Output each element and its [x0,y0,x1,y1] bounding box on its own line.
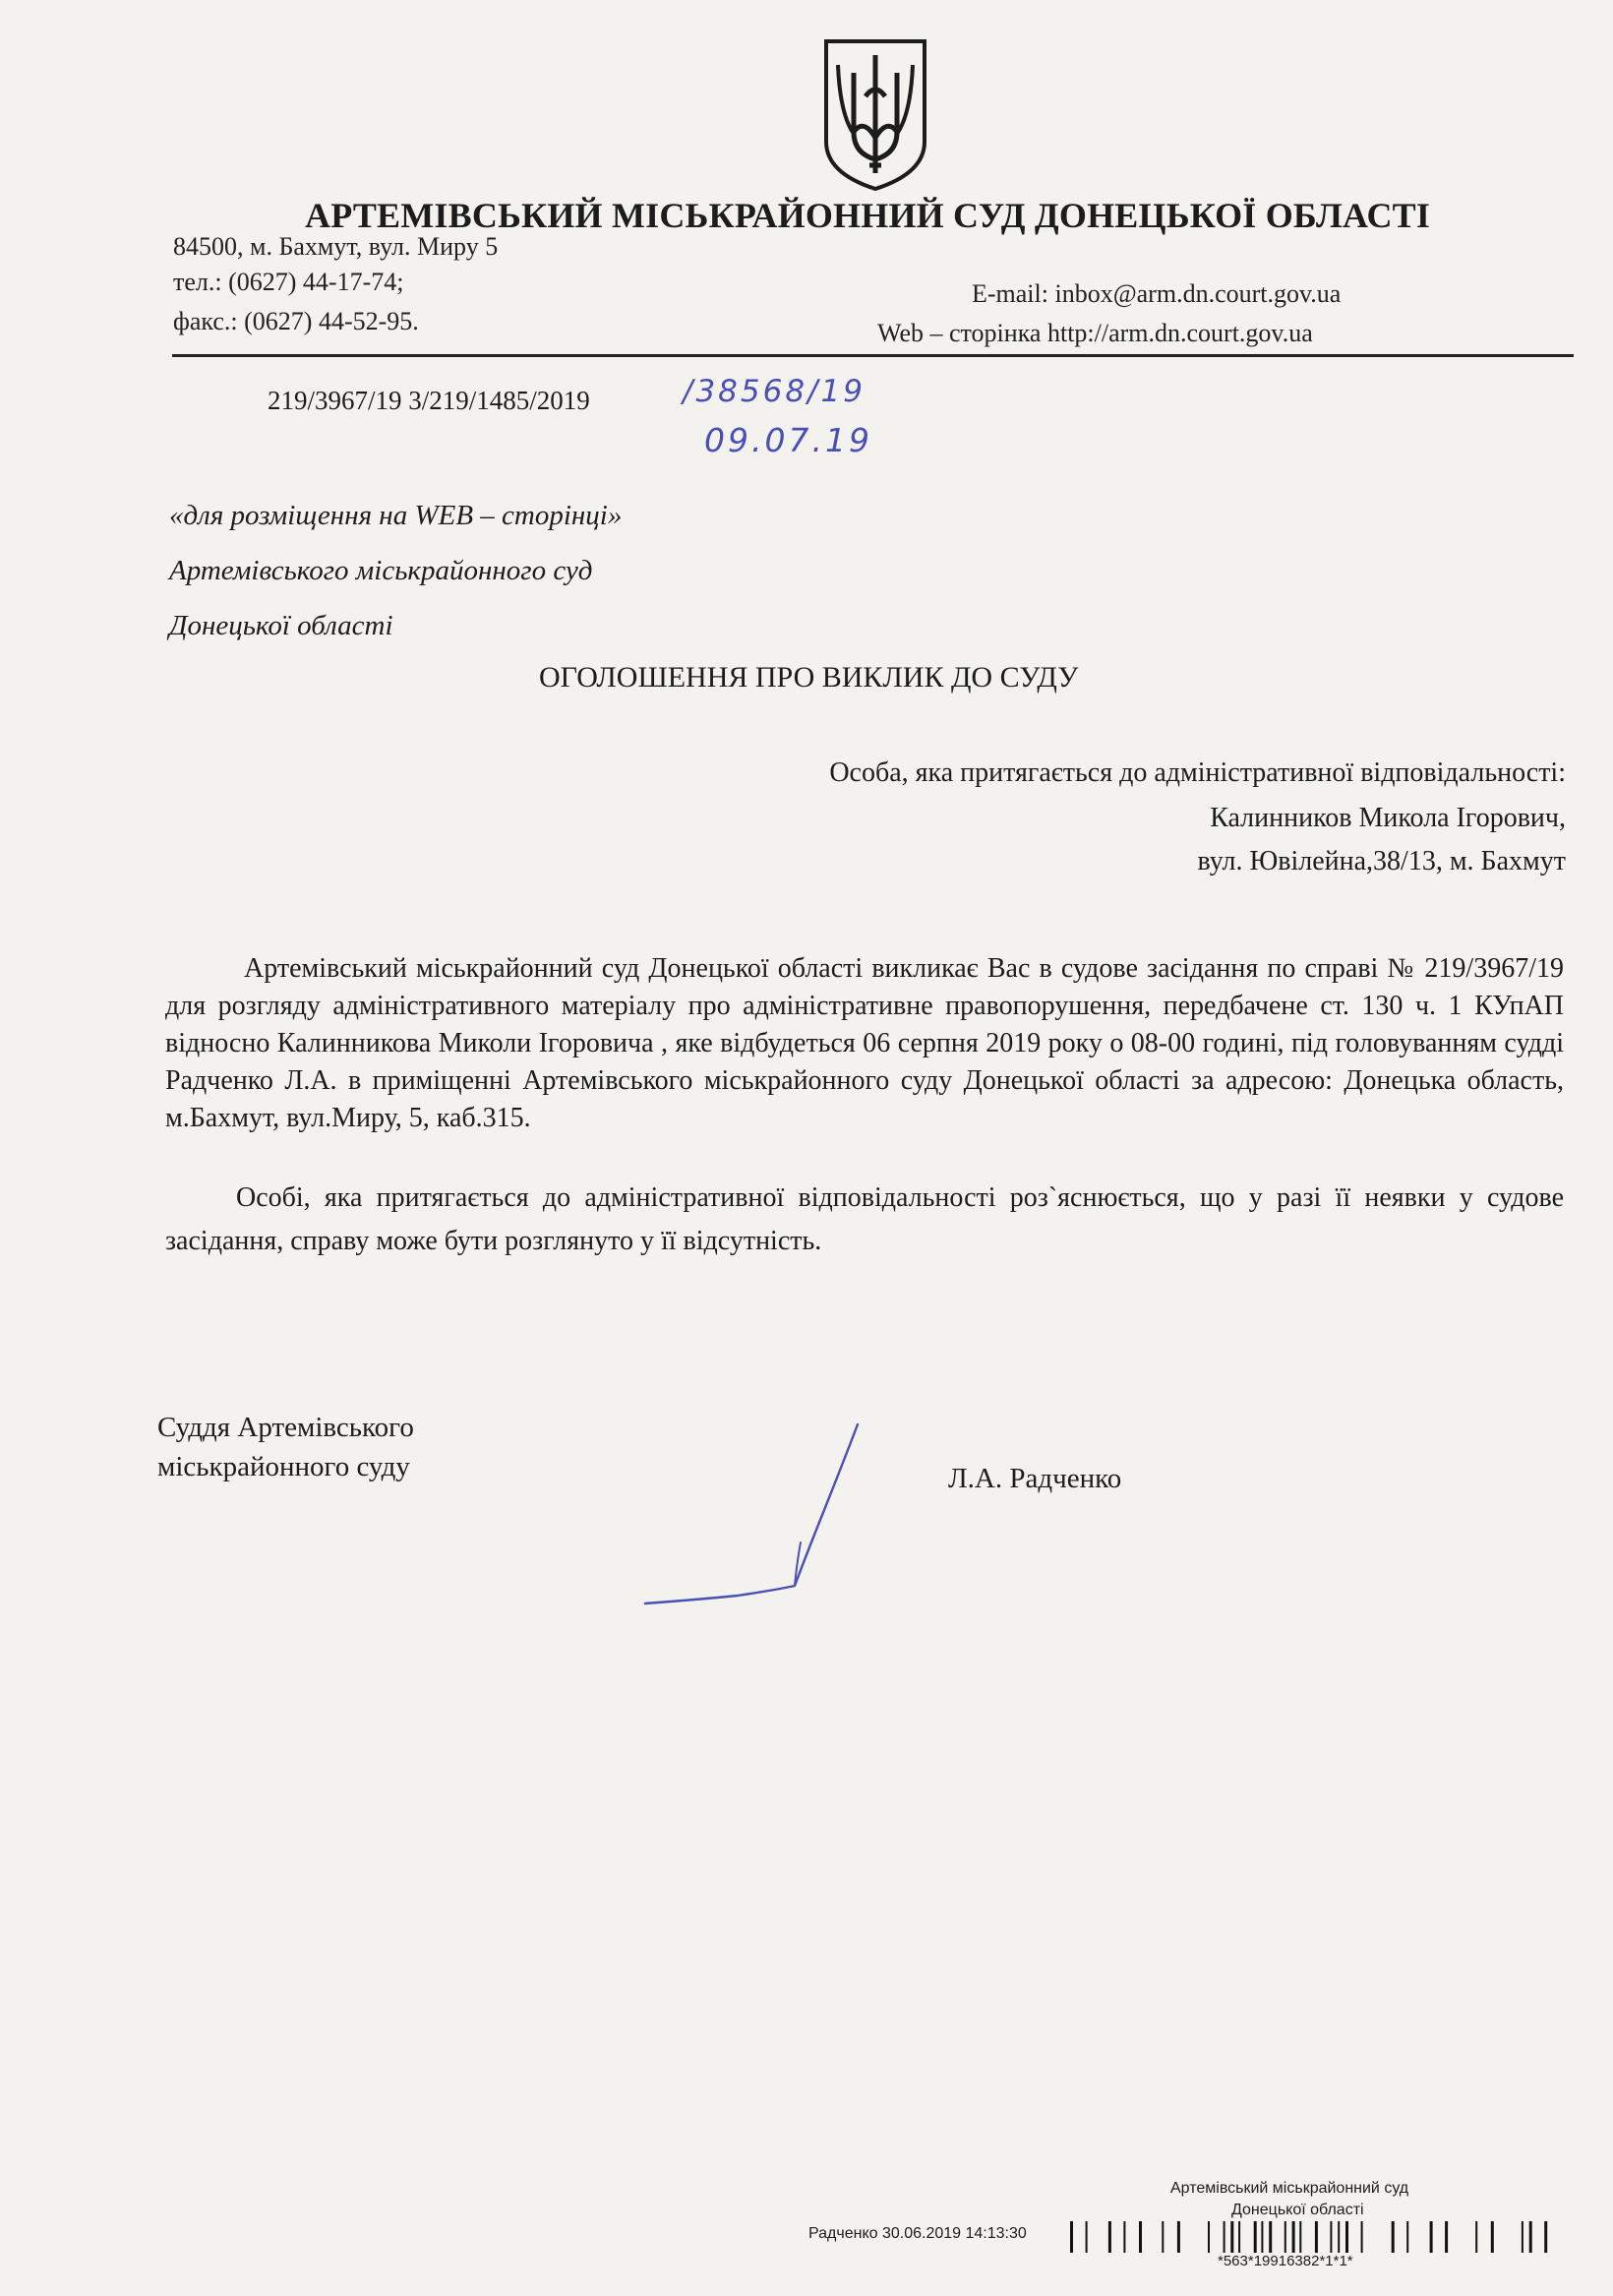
judge-title-line-1: Суддя Артемівського [157,1412,414,1443]
barcode-text: *563*19916382*1*1* [1218,2253,1353,2269]
court-phone: тел.: (0627) 44-17-74; [173,268,404,296]
person-name: Калинников Микола Ігорович, [1210,803,1566,833]
handwritten-registration-number: /38568/19 [683,374,866,409]
document-title: ОГОЛОШЕННЯ ПРО ВИКЛИК ДО СУДУ [539,661,1079,694]
absence-warning-paragraph: Особі, яка притягається до адміністративної відповідальності роз`яснюється, що у разі її неявки у судове засідання, справу може бути розглянуто у її відсутність. [165,1182,1564,1256]
stamp-court-line-2: Донецької області [1231,2202,1364,2218]
court-fax: факс.: (0627) 44-52-95. [173,307,419,335]
stamp-court-line-1: Артемівський міськрайонний суд [1170,2180,1409,2197]
judge-name: Л.А. Радченко [948,1463,1122,1494]
stamp-timestamp: Радченко 30.06.2019 14:13:30 [808,2225,1027,2242]
court-address: 84500, м. Бахмут, вул. Миру 5 [173,232,499,261]
header-divider [172,354,1574,357]
person-address: вул. Ювілейна,38/13, м. Бахмут [1197,846,1566,876]
coat-of-arms-icon [818,35,932,193]
addressee-line-1: «для розміщення на WEB – сторінці» [169,500,623,531]
judge-title-line-2: міськрайонного суду [157,1451,410,1482]
addressee-line-2: Артемівського міськрайонного суд [169,555,593,586]
handwritten-date: 09.07.19 [704,421,872,459]
judge-signature [639,1417,875,1613]
addressee-line-3: Донецької області [169,610,393,641]
barcode [1070,2221,1552,2253]
court-name: АРТЕМІВСЬКИЙ МІСЬКРАЙОННИЙ СУД ДОНЕЦЬКОЇ ОБЛАСТІ [305,196,1431,235]
reference-numbers: 219/3967/19 3/219/1485/2019 [268,386,590,415]
person-label: Особа, яка притягається до адміністративної відповідальності: [829,757,1566,788]
court-email: E-mail: inbox@arm.dn.court.gov.ua [972,279,1342,308]
court-website: Web – сторінка http://arm.dn.court.gov.ua [877,319,1313,347]
notice-paragraph: Артемівський міськрайонний суд Донецької області викликає Вас в судове засідання по справі № 219/3967/19 для розгляду адміністративного матеріалу про адміністративне правопорушення, передбачене ст. 130 ч. 1 КУпАП відносно Калинникова Миколи Ігоровича , яке відбудеться 06 серпня 2019 року о 08-00 годині, під головуванням судді Радченко Л.А. в приміщенні Артемівського міськрайонного суду Донецької області за адресою: Донецька область, м.Бахмут, вул.Миру, 5, каб.315. [165,953,1564,1133]
